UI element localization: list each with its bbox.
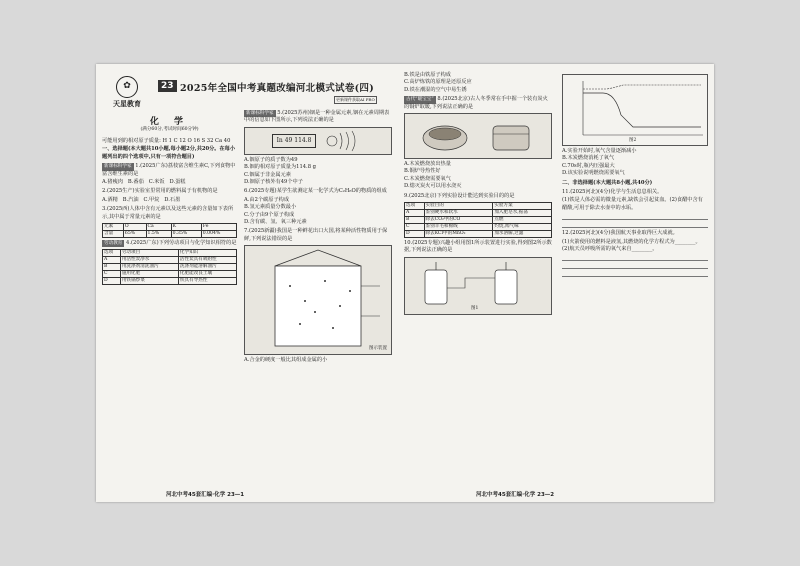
table-cell: 加水溶解,过滤 [493,231,552,238]
q11-text: (1)铁是人体必需的微量元素,缺铁会引起贫血。(2)食醋中含有醋酸,可用于除去水壶中的水垢。 [562,197,703,211]
table-row [405,224,552,231]
greenhouse-diagram [245,246,391,354]
section-2-heading: 二、非选择题(本大题共8小题,共40分) [562,179,653,186]
table-row [103,278,237,285]
table-cell: Fe [201,224,236,231]
table-cell: 含量 [103,231,124,238]
table-cell: B [405,217,425,224]
option: D.该实验说明燃烧需要氧气 [562,170,625,177]
question-1 [102,163,237,178]
table-cell: A [103,257,121,264]
table-cell: 65% [123,231,146,238]
table-cell: 选项 [405,203,425,210]
option: D.铟原子核外有49个中子 [244,179,303,186]
paper-title: 2025年全国中考真题改编河北模式试卷(四) [180,83,375,94]
option: C.铟属于非金属元素 [244,171,291,178]
answer-line[interactable] [562,254,708,261]
section-1-heading: 一、选择题(本大题共10小题,每小题2分,共20分。在每小题列出的四个选项中,只有一项符合题目) [102,146,236,160]
option: C.高炉炼铁的原理是还原反应 [404,79,472,86]
table-cell: 元素 [103,224,124,231]
element-info: In 49 114.8 [272,134,317,147]
q10-options [562,148,708,178]
table-row [103,231,237,238]
option: D.蛋糕 [169,179,186,186]
q9-stem: 9.(2025北京)下列实验设计能达到实验目的的是 [404,192,515,199]
figure-caption: 图示装置 [369,345,387,351]
option: D.熄灭炭火可以用水浇灭 [404,183,462,190]
option: C.70s时,瓶内压强最大 [562,162,615,169]
table-cell: K [171,224,201,231]
option: D.含有碳、氢、氧三种元素 [244,219,307,226]
q12-stem: 12.(2025河北)(4分)我国航天事业取得巨大成就。 [562,230,678,237]
option: B.番茄 [127,179,144,186]
option: C.木炭燃烧需要氧气 [404,175,451,182]
option: A.酒精 [102,196,118,203]
option: C.米饭 [148,179,165,186]
table-cell: C [405,224,425,231]
q3-stem: 3.(2025西)人体中含有元素以及这些元素的含量如下表所示,其中属于常量元素的是 [102,206,234,220]
star-logo-icon: ✿ [116,76,138,98]
q5-tag: 新课标科学家 [246,111,274,116]
option: A.猪瘦肉 [102,179,123,186]
column-1 [102,138,237,287]
footer-left: 河北中考45套汇编·化学 23—1 [166,492,245,498]
q7-option-a: A.合金的硬度一般比其组成金属的小 [244,357,328,364]
q8-tag: 古代“暖宝宝” [406,97,434,103]
table-cell: D [405,231,425,238]
element-cell-figure [244,127,392,155]
subject-title: 化 学 [149,117,190,127]
table-cell: 化学知识 [178,250,236,257]
column-2 [244,110,392,366]
q7-options-continued [404,72,552,94]
q8-stem: 8.(2025北京)古人冬季常在手中握一个装有炭火的铜炉取暖,下列说法正确的是 [404,96,548,110]
table-cell: 0.35% [171,231,201,238]
table-cell: 点燃 [493,217,552,224]
q4-table [102,249,237,285]
atomic-masses: 可能用到的相对原子质量: H 1 C 12 O 16 S 32 Ca 40 [102,138,231,144]
table-cell: 0.004% [201,231,236,238]
q4-stem: 4.(2025广东)下列劳动项目与化学知识相符的是 [126,240,237,247]
table-cell: 灼烧,闻气味 [493,224,552,231]
table-cell: 加入肥皂水,振荡 [493,210,552,217]
q2-stem: 2.(2025生产)实验室里常用的燃料属于有机物的是 [102,188,218,195]
option: B.汽油 [122,196,139,203]
q1-options [102,179,237,186]
publisher-logo [112,76,142,109]
table-cell: 活性炭具有吸附性 [178,257,236,264]
table-cell: 铁具有导热性 [178,278,236,285]
table-row [405,210,552,217]
answer-line[interactable] [562,262,708,269]
option: D.石墨 [164,196,181,203]
table-cell: A [405,210,425,217]
q1-stem: 1.(2025广东)荔枝富含维生素C,下列食物中富含维生素的是 [102,163,236,177]
table-cell: B [103,264,121,271]
q6-stem: 6.(2025专题)某学生欲测定某一化学式为C₂H₆O的物质的组成 [244,188,387,195]
q12-text: (1)火箭使用的燃料是液氢,其燃烧的化学方程式为________。(2)航天员呼吸所需的氧气来自________。 [562,238,701,253]
table-cell: 实验方案 [493,203,552,210]
option: A.实验开始时,氧气含量逐渐减小 [562,148,637,154]
option: C.甲烷 [143,196,160,203]
table-row [103,250,237,257]
option: A.铟原子的质子数为49 [244,156,298,163]
paper-header [102,74,394,110]
table-row [405,217,552,224]
table-cell: 除去KCl中的MnO₂ [424,231,493,238]
figure-caption: 图2 [629,137,637,143]
table-cell: 鉴别羊毛和棉线 [424,224,493,231]
q11-stem: 11.(2025河北)(4分)化学与生活息息相关。 [562,189,663,196]
exam-meta: (满分60分,考试时间60分钟) [140,127,199,132]
oxygen-curve-graph [563,75,709,145]
q3-table [102,223,237,238]
footer-right: 河北中考45套汇编·化学 23—2 [476,492,555,498]
courseware-tag: 更新课件获取AI PRO [336,97,375,102]
table-row [103,264,237,271]
logo-text: 天星教育 [113,100,141,108]
q8-figure [404,113,552,159]
question-4 [102,240,237,247]
table-row [103,257,237,264]
table-cell: C [103,271,121,278]
q5-options [244,157,392,187]
column-3 [404,72,552,317]
answer-line[interactable] [562,213,708,220]
option: C.分子由9个原子构成 [244,211,295,218]
table-cell: 除去CO₂中的CO [424,217,493,224]
answer-line[interactable] [562,270,708,277]
q7-stem: 7.(2025新疆)我国是一种鲜花出口大国,将某种活性物质用于保鲜,下列说法错误的是 [244,228,388,242]
table-row [103,271,237,278]
table-row [405,231,552,238]
q5-stem: 5.(2025苏州)铟是一种金属元素,铟在元素周期表中的信息如下图所示,下列说法正确的是 [244,110,390,124]
q7-figure [244,245,392,355]
q10-figure-2 [562,74,708,146]
q10-stem: 10.(2025专题)兴趣小组用图1所示装置进行实验,得到图2所示数据,下列说法正确的是 [404,240,552,254]
option: B.氢元素质量分数最小 [244,204,297,211]
option: B.铜炉导热性好 [404,168,441,175]
table-cell: 用活性炭净水 [120,257,178,264]
copper-stove-diagram [405,114,551,158]
q6-options [244,197,392,227]
table-cell: Ca [146,224,171,231]
table-cell: 实验目的 [424,203,493,210]
table-cell: 选项 [103,250,121,257]
table-cell: 施用化肥 [120,271,178,278]
table-cell: D [103,278,121,285]
table-cell: 洗涤剂能溶解油污 [178,264,236,271]
table-cell: 劳动项目 [120,250,178,257]
option: B.木炭燃烧消耗了氧气 [562,155,615,162]
q10-figure-1 [404,257,552,315]
q9-table [404,202,552,238]
column-4 [562,72,708,278]
answer-line[interactable] [562,221,708,228]
paper-number: 23 [158,80,177,92]
table-row [103,224,237,231]
option: B.铟的相对原子质量为114.8 g [244,164,316,171]
option: A.木炭燃烧放出热量 [404,161,451,168]
table-cell: O [123,224,146,231]
q2-options [102,197,237,204]
q4-tag: 劳动教育 [104,241,123,247]
q8-options [404,161,552,191]
atom-structure-diagram [324,130,364,152]
table-cell: 用洗涤剂清洗油污 [120,264,178,271]
table-cell: 鉴别硬水和软水 [424,210,493,217]
option: A.由2个碳原子构成 [244,196,290,203]
table-cell: 用铁锅炒菜 [120,278,178,285]
exam-sheet [96,64,714,502]
figure-caption: 图1 [471,306,479,312]
table-cell: 1.5% [146,231,171,238]
question-5 [244,110,392,125]
table-row [405,203,552,210]
q1-tag: 新课标科学家 [104,164,132,170]
table-cell: 化肥能改良土壤 [178,271,236,278]
option: D.铁在潮湿的空气中易生锈 [404,86,467,93]
option: B.铁是由铁原子构成 [404,72,451,78]
question-8 [404,96,552,111]
